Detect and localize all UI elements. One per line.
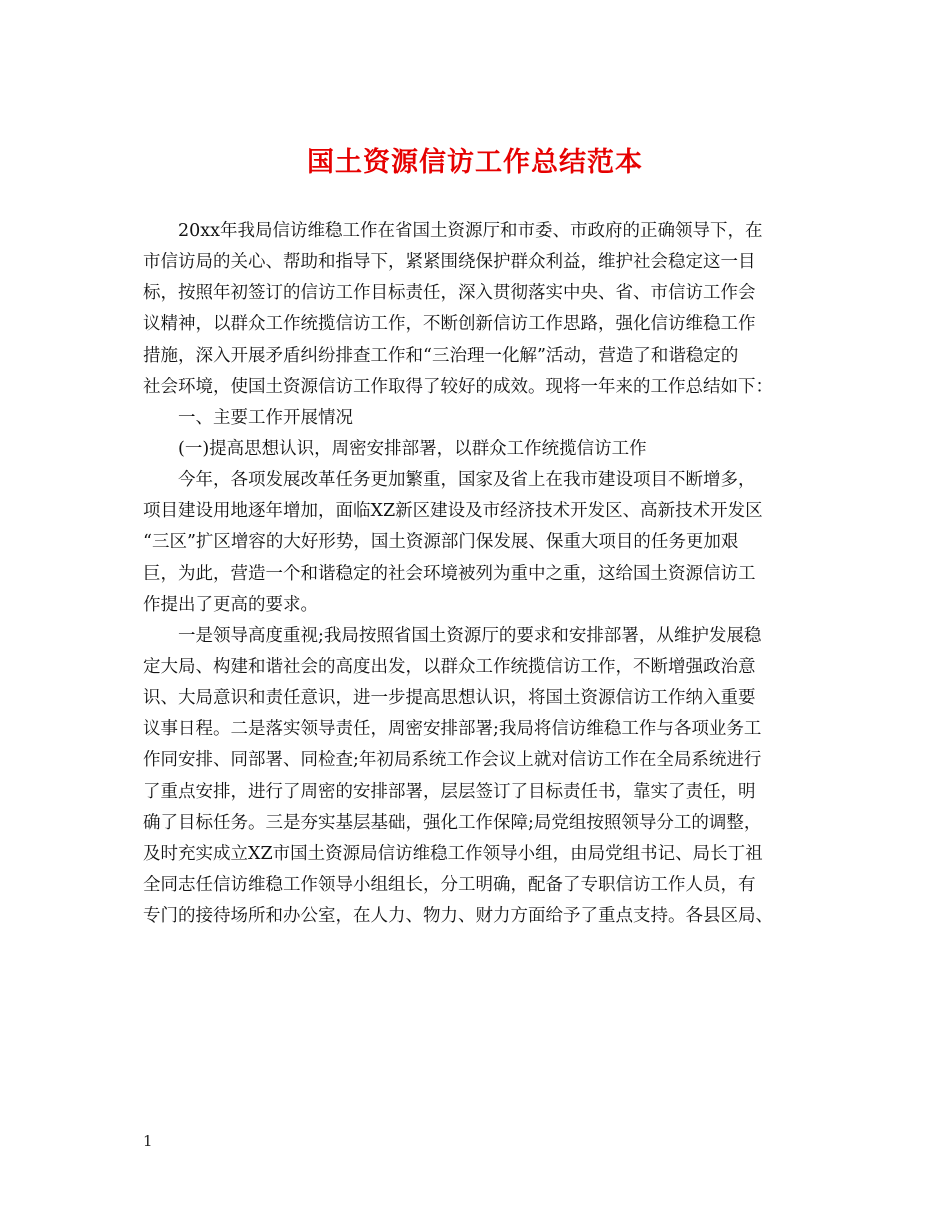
paragraph-line: 全同志任信访维稳工作领导小组组长，分工明确，配备了专职信访工作人员，有 xyxy=(143,874,756,895)
document-body xyxy=(143,216,808,932)
paragraph-line: 议精神，以群众工作统揽信访工作，不断创新信访工作思路，强化信访维稳工作 xyxy=(143,314,756,335)
document-title: 国土资源信访工作总结范本 xyxy=(307,147,643,178)
paragraph-line: 社会环境，使国土资源信访工作取得了较好的成效。现将一年来的工作总结如下： xyxy=(143,376,773,397)
paragraph-line: 20xx年我局信访维稳工作在省国土资源厅和市委、市政府的正确领导下，在 xyxy=(178,221,763,241)
paragraph-line: 作提出了更高的要求。 xyxy=(143,594,318,615)
paragraph-line: 巨，为此，营造一个和谐稳定的社会环境被列为重中之重，这给国土资源信访工 xyxy=(143,563,756,584)
paragraph-line: 定大局、构建和谐社会的高度出发，以群众工作统揽信访工作，不断增强政治意 xyxy=(143,656,756,677)
paragraph-line: 今年，各项发展改革任务更加繁重，国家及省上在我市建设项目不断增多， xyxy=(178,470,756,491)
page-number: 1 xyxy=(143,1132,153,1150)
paragraph-line: 议事日程。二是落实领导责任，周密安排部署;我局将信访维稳工作与各项业务工 xyxy=(143,719,762,740)
paragraph-line: 措施，深入开展矛盾纠纷排查工作和“三治理一化解”活动，营造了和谐稳定的 xyxy=(143,345,739,366)
paragraph-line: 及时充实成立XZ市国土资源局信访维稳工作领导小组，由局党组书记、局长丁祖 xyxy=(143,843,763,864)
paragraph-line: 了重点安排，进行了周密的安排部署，层层签订了目标责任书，靠实了责任，明 xyxy=(143,781,756,802)
section-heading: 一、主要工作开展情况 xyxy=(178,407,353,428)
paragraph-line: 市信访局的关心、帮助和指导下，紧紧围绕保护群众利益，维护社会稳定这一目 xyxy=(143,252,756,273)
paragraph-line: 识、大局意识和责任意识，进一步提高思想认识，将国土资源信访工作纳入重要 xyxy=(143,688,756,709)
paragraph-line: 项目建设用地逐年增加，面临XZ新区建设及市经济技术开发区、高新技术开发区 xyxy=(143,501,763,522)
paragraph-line: 确了目标任务。三是夯实基层基础，强化工作保障;局党组按照领导分工的调整， xyxy=(143,812,762,833)
subsection-heading: (一)提高思想认识，周密安排部署，以群众工作统揽信访工作 xyxy=(178,438,647,459)
paragraph-line: “三区”扩区增容的大好形势，国土资源部门保发展、保重大项目的任务更加艰 xyxy=(143,532,739,553)
paragraph-line: 一是领导高度重视;我局按照省国土资源厅的要求和安排部署，从维护发展稳 xyxy=(178,625,762,646)
paragraph-line: 标，按照年初签订的信访工作目标责任，深入贯彻落实中央、省、市信访工作会 xyxy=(143,283,756,304)
paragraph-line: 作同安排、同部署、同检查;年初局系统工作会议上就对信访工作在全局系统进行 xyxy=(143,750,762,771)
paragraph-line: 专门的接待场所和办公室，在人力、物力、财力方面给予了重点支持。各县区局、 xyxy=(143,906,773,927)
